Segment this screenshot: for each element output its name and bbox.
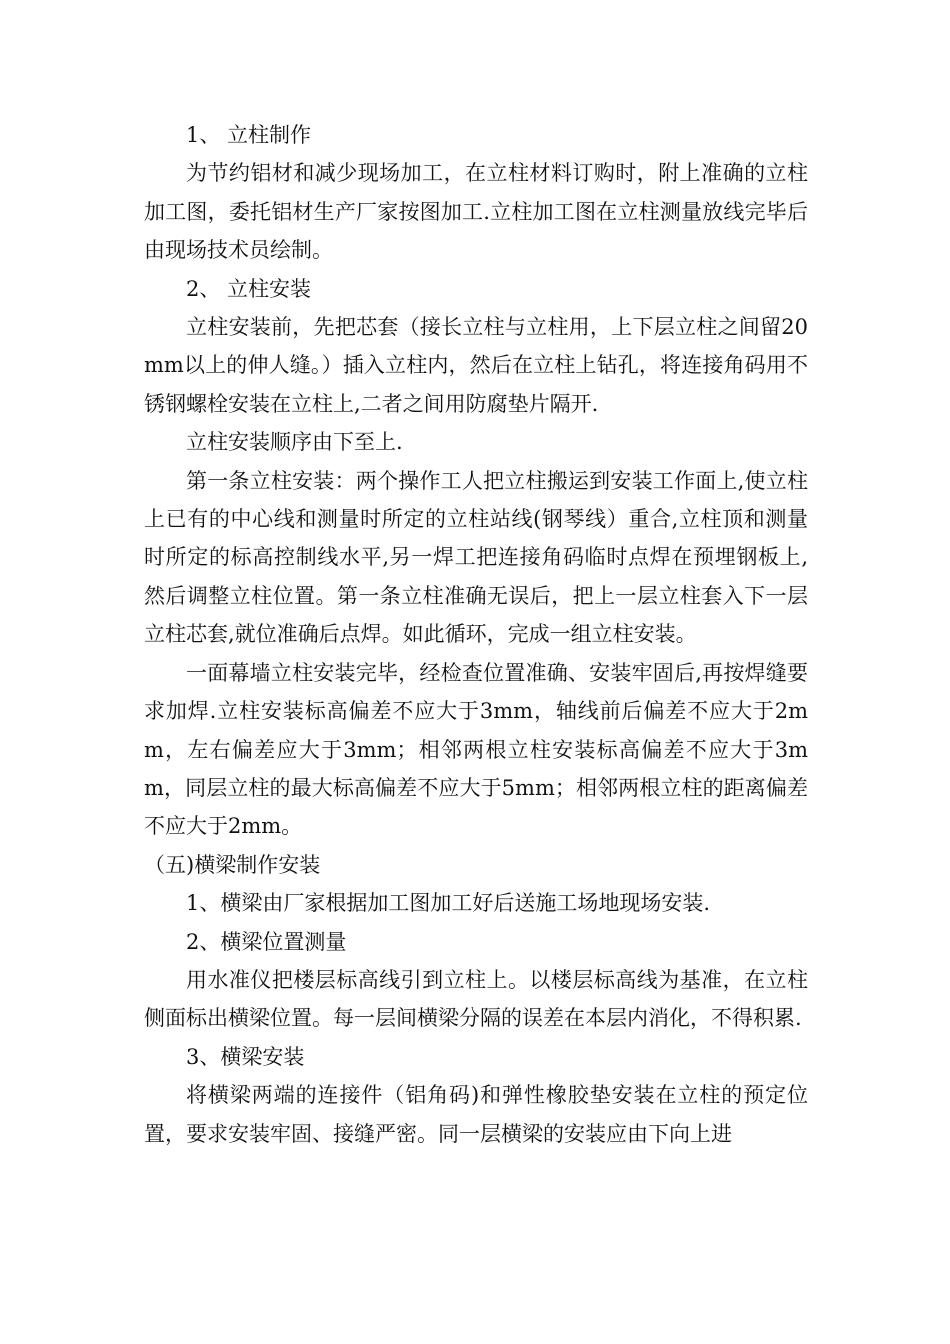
section-heading-beam-installation: 3、横梁安装 (186, 1044, 305, 1069)
paragraph-sleeve-insertion: 立柱安装前，先把芯套（接长立柱与立柱用，上下层立柱之间留20mm以上的伸人缝。）插入立柱内，然后在立柱上钻孔，将连接角码用不锈钢螺栓安装在立柱上,二者之间用防腐垫片隔开. (144, 315, 808, 416)
paragraph-tolerances: 一面幕墙立柱安装完毕，经检查位置准确、安装牢固后,再按焊缝要求加焊.立柱安装标高偏差不应大于3mm，轴线前后偏差不应大于2mm，左右偏差应大于3mm；相邻两根立柱安装标高偏差不应大于3mm，同层立柱的最大标高偏差不应大于5mm；相邻两根立柱的距离偏差不应大于2mm。 (144, 660, 808, 839)
paragraph-first-column: 第一条立柱安装：两个操作工人把立柱搬运到安装工作面上,使立柱上已有的中心线和测量时所定的立柱站线(钢琴线）重合,立柱顶和测量时所定的标高控制线水平,另一焊工把连接角码临时点焊在预埋钢板上,然后调整立柱位置。第一条立柱准确无误后，把上一层立柱套入下一层立柱芯套,就位准确后点焊。如此循环，完成一组立柱安装。 (144, 468, 808, 647)
chapter-heading-beam: （五)横梁制作安装 (144, 852, 321, 877)
section-heading-column-fabrication: 1、 立柱制作 (186, 123, 312, 147)
paragraph-fabrication: 为节约铝材和减少现场加工，在立柱材料订购时，附上准确的立柱加工图，委托铝材生产厂家按图加工.立柱加工图在立柱测量放线完毕后由现场技术员绘制。 (144, 161, 808, 263)
section-heading-column-installation: 2、 立柱安装 (186, 276, 312, 301)
section-heading-beam-fabrication: 1、横梁由厂家根据加工图加工好后送施工场地现场安装. (186, 891, 711, 916)
section-heading-beam-measurement: 2、横梁位置测量 (186, 929, 347, 954)
document-page (144, 116, 808, 1153)
paragraph-beam-measurement: 用水准仪把楼层标高线引到立柱上。以楼层标高线为基准，在立柱侧面标出横梁位置。每一层间横梁分隔的误差在本层内消化，不得积累. (144, 967, 808, 1031)
paragraph-install-order: 立柱安装顺序由下至上. (186, 430, 403, 455)
paragraph-beam-installation: 将横梁两端的连接件（铝角码)和弹性橡胶垫安装在立柱的预定位置，要求安装牢固、接缝严密。同一层横梁的安装应由下向上进 (144, 1083, 808, 1146)
